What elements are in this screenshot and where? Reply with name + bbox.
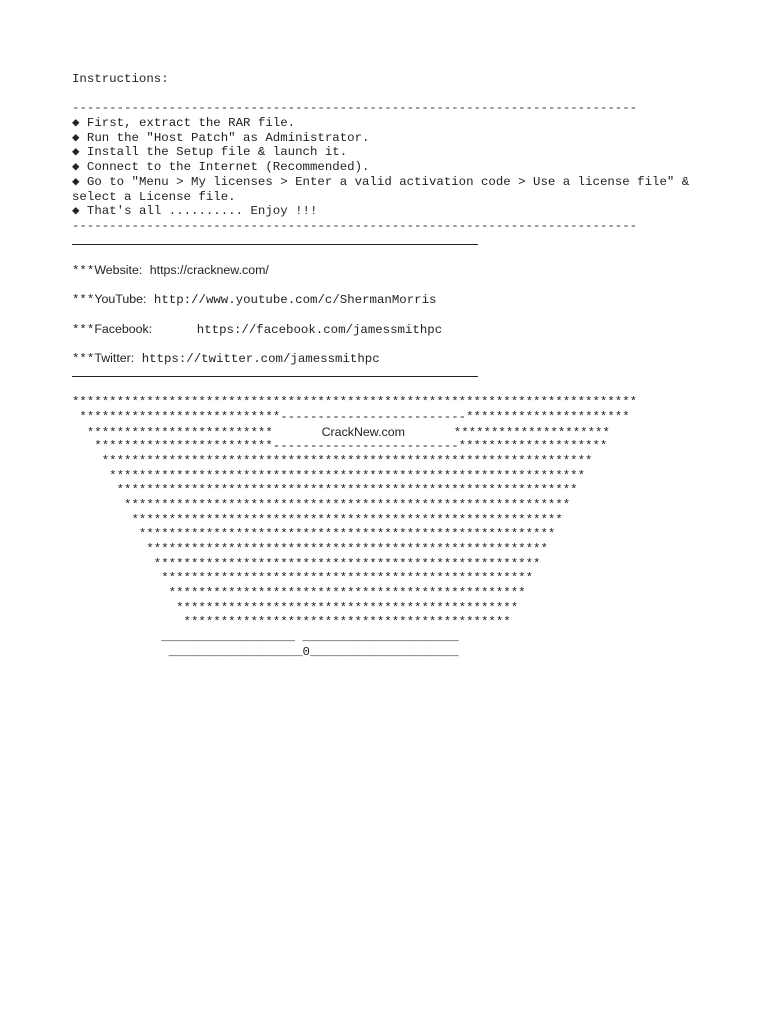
art-line: ********************************************** xyxy=(72,600,519,615)
art-base: __________________0____________________ xyxy=(72,644,459,659)
facebook-link[interactable]: https://facebook.com/jamessmithpc xyxy=(196,322,443,337)
diamond-bullet-icon: ◆ xyxy=(72,160,80,175)
art-line: ************************************************ xyxy=(72,586,526,601)
diamond-bullet-icon: ◆ xyxy=(72,116,80,131)
art-line: **************************************************************** xyxy=(72,468,586,483)
step-5 xyxy=(72,175,712,190)
brand-name: CrackNew.com xyxy=(321,424,405,439)
youtube-label: YouTube: xyxy=(94,292,147,307)
step-5-text: Go to "Menu > My licenses > Enter a valid activation code > Use a license file" & xyxy=(86,174,690,189)
art-line: ************************************************************** xyxy=(72,483,578,498)
art-line: ********************************************************** xyxy=(72,512,563,527)
step-4-text: Connect to the Internet (Recommended). xyxy=(86,160,370,175)
spacer xyxy=(72,307,712,322)
art-segment: *************************** xyxy=(72,409,281,424)
step-3-text: Install the Setup file & launch it. xyxy=(86,145,348,160)
art-line: ************************************************** xyxy=(72,571,534,586)
art-segment: ********************* xyxy=(453,425,610,440)
diamond-bullet-icon: ◆ xyxy=(72,204,80,219)
document-page xyxy=(72,72,712,660)
art-line xyxy=(72,439,712,454)
diamond-bullet-icon: ◆ xyxy=(72,145,80,160)
youtube-line xyxy=(72,292,712,307)
art-line xyxy=(72,410,712,425)
separator xyxy=(152,323,197,337)
diamond-bullet-icon: ◆ xyxy=(72,130,80,145)
spacer xyxy=(72,336,712,351)
art-line: ****************************************************** xyxy=(72,542,548,556)
step-1-text: First, extract the RAR file. xyxy=(86,116,296,131)
art-segment: ------------------------- xyxy=(272,439,459,454)
art-line: ******************************************** xyxy=(72,615,511,630)
separator xyxy=(134,352,141,366)
website-label: Website: xyxy=(94,262,143,277)
spacer xyxy=(72,278,712,293)
step-2 xyxy=(72,131,712,146)
art-base: __________________ _____________________ xyxy=(72,630,459,645)
twitter-link[interactable]: https://twitter.com/jamessmithpc xyxy=(141,352,380,367)
spacer xyxy=(72,248,712,263)
website-link[interactable]: https://cracknew.com/ xyxy=(149,262,269,277)
youtube-link[interactable]: http://www.youtube.com/c/ShermanMorris xyxy=(153,293,437,308)
step-1 xyxy=(72,116,712,131)
ascii-art-banner xyxy=(72,395,712,659)
step-3 xyxy=(72,145,712,160)
art-line: **************************************************** xyxy=(72,556,541,571)
facebook-line xyxy=(72,322,712,337)
art-line: ******************************************************** xyxy=(72,527,556,542)
twitter-label: Twitter: xyxy=(94,351,135,366)
horizontal-rule-top xyxy=(72,234,478,249)
stars-prefix: *** xyxy=(72,263,95,278)
art-segment: ------------------------- xyxy=(280,409,467,424)
art-line: **************************************************************************** xyxy=(72,395,638,410)
art-line: ****************************************************************** xyxy=(72,453,593,468)
step-4 xyxy=(72,160,712,175)
horizontal-rule-bottom xyxy=(72,366,478,381)
art-segment: ******************** xyxy=(458,439,608,454)
facebook-label: Facebook: xyxy=(94,321,153,336)
diamond-bullet-icon: ◆ xyxy=(72,174,80,189)
art-segment: ************************* xyxy=(72,425,273,440)
art-line xyxy=(72,425,712,440)
website-line xyxy=(72,263,712,278)
spacer xyxy=(72,87,712,102)
art-line: ************************************************************ xyxy=(72,497,571,512)
instructions-heading: Instructions: xyxy=(72,72,169,86)
art-segment: ************************ xyxy=(72,439,273,454)
separator xyxy=(142,264,149,278)
separator xyxy=(146,293,153,307)
stars-prefix: *** xyxy=(72,293,95,308)
dash-divider-top: ---------------------------------------------------------------------------- xyxy=(72,101,638,116)
twitter-line xyxy=(72,351,712,366)
art-segment: ********************** xyxy=(466,409,630,424)
step-5-continuation: select a License file. xyxy=(72,189,236,204)
step-2-text: Run the "Host Patch" as Administrator. xyxy=(86,130,370,145)
stars-prefix: *** xyxy=(72,352,95,367)
step-6-text: That's all .......... Enjoy !!! xyxy=(86,204,318,219)
step-6 xyxy=(72,204,712,219)
dash-divider-bottom: ---------------------------------------------------------------------------- xyxy=(72,218,638,233)
stars-prefix: *** xyxy=(72,322,95,337)
